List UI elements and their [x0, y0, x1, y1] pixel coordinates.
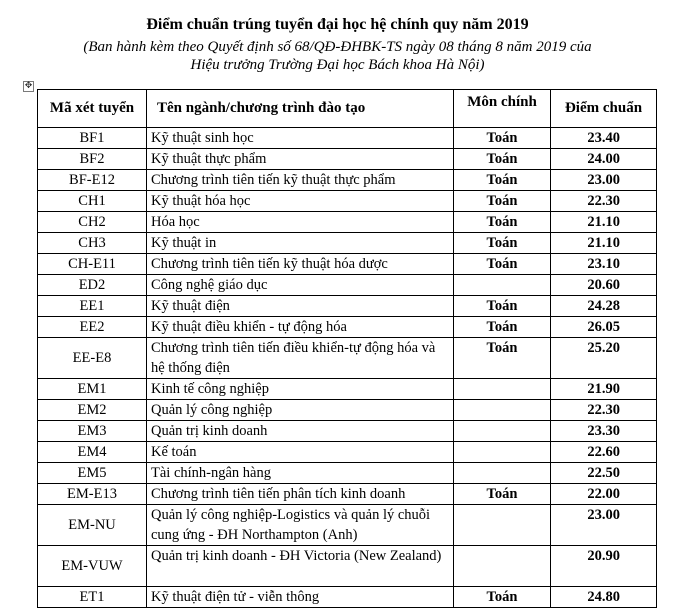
table-row [38, 170, 657, 191]
row-code: EM-VUW [38, 546, 147, 587]
row-program: Kỹ thuật thực phẩm [147, 149, 454, 170]
table-row [38, 505, 657, 546]
row-program: Công nghệ giáo dục [147, 275, 454, 296]
row-score: 21.10 [551, 233, 657, 254]
row-program: Kỹ thuật điện tử - viễn thông [147, 587, 454, 608]
row-program: Chương trình tiên tiến phân tích kinh doanh [147, 484, 454, 505]
row-code: EE-E8 [38, 338, 147, 379]
row-program: Quản trị kinh doanh [147, 421, 454, 442]
row-score: 21.10 [551, 212, 657, 233]
row-subject: Toán [454, 484, 551, 505]
row-program: Chương trình tiên tiến kỹ thuật thực phẩm [147, 170, 454, 191]
row-program: Kỹ thuật sinh học [147, 128, 454, 149]
header-code: Mã xét tuyển [38, 90, 147, 128]
row-score: 23.10 [551, 254, 657, 275]
row-code: CH1 [38, 191, 147, 212]
row-program: Quản lý công nghiệp-Logistics và quản lý chuỗi cung ứng - ĐH Northampton (Anh) [147, 505, 454, 546]
table-row [38, 149, 657, 170]
row-score: 24.80 [551, 587, 657, 608]
admission-scores-table [37, 89, 657, 608]
row-score: 23.00 [551, 505, 657, 546]
row-score: 22.00 [551, 484, 657, 505]
row-program: Kinh tế công nghiệp [147, 379, 454, 400]
row-subject: Toán [454, 587, 551, 608]
row-subject: Toán [454, 191, 551, 212]
row-program: Chương trình tiên tiến kỹ thuật hóa dược [147, 254, 454, 275]
row-subject: Toán [454, 128, 551, 149]
row-program: Kỹ thuật hóa học [147, 191, 454, 212]
table-row [38, 587, 657, 608]
table-row [38, 442, 657, 463]
row-subject: Toán [454, 296, 551, 317]
row-code: EE1 [38, 296, 147, 317]
row-subject [454, 275, 551, 296]
row-score: 20.60 [551, 275, 657, 296]
row-subject: Toán [454, 317, 551, 338]
document-title: Điểm chuẩn trúng tuyển đại học hệ chính quy năm 2019 [146, 16, 529, 33]
table-row [38, 379, 657, 400]
table-row [38, 546, 657, 587]
row-code: EM1 [38, 379, 147, 400]
row-code: CH3 [38, 233, 147, 254]
table-move-handle-icon[interactable]: ✥ [24, 81, 33, 91]
row-subject: Toán [454, 233, 551, 254]
table-row [38, 484, 657, 505]
row-score: 21.90 [551, 379, 657, 400]
table-header-row [38, 90, 657, 128]
table-row [38, 191, 657, 212]
row-code: EM5 [38, 463, 147, 484]
row-code: EM3 [38, 421, 147, 442]
row-score: 23.40 [551, 128, 657, 149]
row-score: 22.30 [551, 400, 657, 421]
row-code: BF2 [38, 149, 147, 170]
row-code: ED2 [38, 275, 147, 296]
row-score: 23.30 [551, 421, 657, 442]
row-subject [454, 463, 551, 484]
row-subject: Toán [454, 338, 551, 379]
row-program: Quản lý công nghiệp [147, 400, 454, 421]
row-score: 26.05 [551, 317, 657, 338]
row-code: BF-E12 [38, 170, 147, 191]
row-code: EE2 [38, 317, 147, 338]
row-subject [454, 505, 551, 546]
header-cutoff-score: Điểm chuẩn [551, 90, 657, 128]
row-code: CH-E11 [38, 254, 147, 275]
table-row [38, 212, 657, 233]
row-score: 20.90 [551, 546, 657, 587]
row-score: 24.28 [551, 296, 657, 317]
row-subject: Toán [454, 254, 551, 275]
row-score: 22.60 [551, 442, 657, 463]
row-subject: Toán [454, 149, 551, 170]
table-row [38, 296, 657, 317]
row-subject [454, 421, 551, 442]
row-program: Kế toán [147, 442, 454, 463]
row-subject [454, 442, 551, 463]
header-program: Tên ngành/chương trình đào tạo [147, 90, 454, 128]
row-code: BF1 [38, 128, 147, 149]
row-score: 24.00 [551, 149, 657, 170]
table-row [38, 400, 657, 421]
document-subtitle-line1: (Ban hành kèm theo Quyết định số 68/QĐ-ĐHBK-TS ngày 08 tháng 8 năm 2019 của [83, 39, 592, 55]
table-row [38, 275, 657, 296]
row-code: EM4 [38, 442, 147, 463]
row-code: EM2 [38, 400, 147, 421]
table-row [38, 463, 657, 484]
row-score: 22.50 [551, 463, 657, 484]
header-main-subject: Môn chính [454, 90, 551, 128]
document-subtitle-line2: Hiệu trưởng Trường Đại học Bách khoa Hà Nội) [190, 57, 485, 73]
row-subject [454, 400, 551, 421]
table-row [38, 338, 657, 379]
row-program: Kỹ thuật in [147, 233, 454, 254]
row-program[interactable]: Kỹ thuật điện [147, 296, 454, 317]
row-score: 23.00 [551, 170, 657, 191]
row-subject: Toán [454, 170, 551, 191]
row-program: Tài chính-ngân hàng [147, 463, 454, 484]
table-row [38, 254, 657, 275]
table-row [38, 128, 657, 149]
row-code: EM-NU [38, 505, 147, 546]
row-program: Kỹ thuật điều khiển - tự động hóa [147, 317, 454, 338]
row-program: Chương trình tiên tiến điều khiển-tự động hóa và hệ thống điện [147, 338, 454, 379]
row-subject [454, 379, 551, 400]
row-program: Hóa học [147, 212, 454, 233]
row-program: Quản trị kinh doanh - ĐH Victoria (New Zealand) [147, 546, 454, 587]
table-row [38, 317, 657, 338]
table-row [38, 233, 657, 254]
row-subject [454, 546, 551, 587]
row-code: CH2 [38, 212, 147, 233]
table-row [38, 421, 657, 442]
row-code: EM-E13 [38, 484, 147, 505]
row-subject: Toán [454, 212, 551, 233]
row-score: 22.30 [551, 191, 657, 212]
row-score: 25.20 [551, 338, 657, 379]
row-code: ET1 [38, 587, 147, 608]
